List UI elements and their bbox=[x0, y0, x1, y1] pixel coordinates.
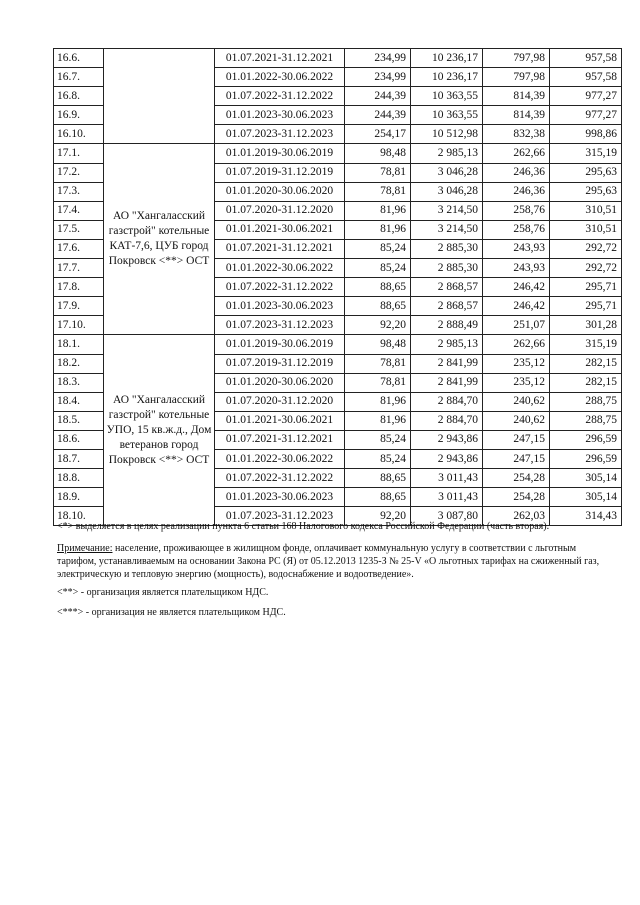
tariff-value-v1: 98,48 bbox=[345, 144, 411, 163]
tariff-period: 01.07.2020-31.12.2020 bbox=[215, 392, 345, 411]
tariff-value-v4: 295,63 bbox=[550, 163, 622, 182]
organization-name: АО "Хангаласский газстрой" котельные УПО, 15 кв.ж.д., Дом ветеранов город Покровск <**> ОСТ bbox=[104, 335, 215, 526]
row-number: 17.1. bbox=[54, 144, 104, 163]
row-number: 16.7. bbox=[54, 68, 104, 87]
tariff-period: 01.01.2021-30.06.2021 bbox=[215, 411, 345, 430]
tariff-period: 01.07.2022-31.12.2022 bbox=[215, 469, 345, 488]
tariff-period: 01.07.2022-31.12.2022 bbox=[215, 87, 345, 106]
tariff-period: 01.07.2023-31.12.2023 bbox=[215, 125, 345, 144]
tariff-value-v2: 2 888,49 bbox=[411, 316, 483, 335]
tariff-value-v2: 10 363,55 bbox=[411, 87, 483, 106]
tariff-value-v3: 797,98 bbox=[483, 49, 550, 68]
tariff-value-v3: 254,28 bbox=[483, 488, 550, 507]
tariff-period: 01.01.2020-30.06.2020 bbox=[215, 373, 345, 392]
tariff-value-v2: 10 363,55 bbox=[411, 106, 483, 125]
tariff-period: 01.01.2019-30.06.2019 bbox=[215, 335, 345, 354]
tariff-period: 01.07.2023-31.12.2023 bbox=[215, 316, 345, 335]
row-number: 18.5. bbox=[54, 411, 104, 430]
row-number: 16.8. bbox=[54, 87, 104, 106]
tariff-value-v3: 246,42 bbox=[483, 297, 550, 316]
tariff-value-v1: 92,20 bbox=[345, 316, 411, 335]
tariff-value-v4: 315,19 bbox=[550, 335, 622, 354]
tariff-value-v4: 288,75 bbox=[550, 411, 622, 430]
tariff-value-v4: 977,27 bbox=[550, 106, 622, 125]
row-number: 16.9. bbox=[54, 106, 104, 125]
tariff-period: 01.07.2021-31.12.2021 bbox=[215, 430, 345, 449]
tariff-period: 01.07.2022-31.12.2022 bbox=[215, 278, 345, 297]
tariff-value-v1: 78,81 bbox=[345, 182, 411, 201]
tariff-value-v2: 2 885,30 bbox=[411, 239, 483, 258]
row-number: 17.7. bbox=[54, 259, 104, 278]
tariff-value-v1: 81,96 bbox=[345, 411, 411, 430]
tariff-value-v2: 3 011,43 bbox=[411, 488, 483, 507]
tariff-value-v4: 998,86 bbox=[550, 125, 622, 144]
tariff-value-v1: 244,39 bbox=[345, 87, 411, 106]
tariff-value-v4: 305,14 bbox=[550, 488, 622, 507]
tariff-value-v1: 78,81 bbox=[345, 354, 411, 373]
tariff-value-v3: 240,62 bbox=[483, 392, 550, 411]
row-number: 17.8. bbox=[54, 278, 104, 297]
tariff-period: 01.01.2023-30.06.2023 bbox=[215, 297, 345, 316]
tariff-period: 01.01.2022-30.06.2022 bbox=[215, 259, 345, 278]
table-row bbox=[54, 144, 622, 163]
tariff-value-v3: 240,62 bbox=[483, 411, 550, 430]
organization-name bbox=[104, 49, 215, 144]
tariff-value-v3: 251,07 bbox=[483, 316, 550, 335]
tariff-period: 01.07.2021-31.12.2021 bbox=[215, 49, 345, 68]
tariff-value-v2: 2 985,13 bbox=[411, 335, 483, 354]
tariff-value-v3: 246,42 bbox=[483, 278, 550, 297]
tariff-value-v3: 235,12 bbox=[483, 354, 550, 373]
tariff-value-v2: 2 884,70 bbox=[411, 392, 483, 411]
row-number: 18.4. bbox=[54, 392, 104, 411]
tariff-value-v4: 288,75 bbox=[550, 392, 622, 411]
footnote-vat-payer bbox=[57, 586, 617, 599]
remark-text: население, проживающее в жилищном фонде, оплачивает коммунальную услугу в соответствии с льготным тарифом, устанавливаемым на основании Закона РС (Я) от 05.12.2013 1235-З № 25-V «О льготных тарифах на сжиженный газ, электрическую и тепловую энергию (мощность), водоснабжение и водоотведение». bbox=[57, 543, 600, 580]
tariff-value-v2: 2 885,30 bbox=[411, 259, 483, 278]
footnote-text: <***> - организация не является плательщиком НДС. bbox=[57, 607, 286, 618]
tariff-value-v2: 10 236,17 bbox=[411, 68, 483, 87]
tariff-value-v4: 957,58 bbox=[550, 49, 622, 68]
tariff-value-v1: 85,24 bbox=[345, 239, 411, 258]
tariff-value-v2: 3 214,50 bbox=[411, 220, 483, 239]
row-number: 18.2. bbox=[54, 354, 104, 373]
tariff-value-v2: 2 868,57 bbox=[411, 278, 483, 297]
tariff-value-v1: 85,24 bbox=[345, 449, 411, 468]
tariff-value-v3: 235,12 bbox=[483, 373, 550, 392]
tariff-value-v4: 282,15 bbox=[550, 373, 622, 392]
tariff-value-v1: 85,24 bbox=[345, 259, 411, 278]
tariff-value-v1: 88,65 bbox=[345, 278, 411, 297]
tariff-value-v3: 246,36 bbox=[483, 163, 550, 182]
tariff-value-v3: 258,76 bbox=[483, 220, 550, 239]
tariff-value-v4: 292,72 bbox=[550, 259, 622, 278]
tariff-value-v3: 814,39 bbox=[483, 87, 550, 106]
tariff-value-v2: 3 046,28 bbox=[411, 163, 483, 182]
tariff-period: 01.01.2019-30.06.2019 bbox=[215, 144, 345, 163]
tariff-value-v2: 10 236,17 bbox=[411, 49, 483, 68]
tariff-value-v1: 98,48 bbox=[345, 335, 411, 354]
row-number: 16.6. bbox=[54, 49, 104, 68]
tariff-value-v2: 3 046,28 bbox=[411, 182, 483, 201]
remark-label: Примечание: bbox=[57, 543, 113, 554]
tariff-period: 01.07.2021-31.12.2021 bbox=[215, 239, 345, 258]
tariff-value-v1: 85,24 bbox=[345, 430, 411, 449]
tariff-value-v4: 282,15 bbox=[550, 354, 622, 373]
table-row bbox=[54, 335, 622, 354]
tariff-value-v4: 292,72 bbox=[550, 239, 622, 258]
tariff-value-v1: 88,65 bbox=[345, 297, 411, 316]
tariff-value-v1: 78,81 bbox=[345, 163, 411, 182]
tariff-value-v4: 305,14 bbox=[550, 469, 622, 488]
tariff-period: 01.01.2021-30.06.2021 bbox=[215, 220, 345, 239]
row-number: 16.10. bbox=[54, 125, 104, 144]
tariff-value-v4: 301,28 bbox=[550, 316, 622, 335]
tariff-value-v1: 234,99 bbox=[345, 68, 411, 87]
tariff-value-v4: 315,19 bbox=[550, 144, 622, 163]
tariff-value-v2: 2 884,70 bbox=[411, 411, 483, 430]
tariff-value-v1: 81,96 bbox=[345, 392, 411, 411]
tariff-value-v2: 2 868,57 bbox=[411, 297, 483, 316]
tariff-value-v2: 2 841,99 bbox=[411, 373, 483, 392]
tariff-value-v3: 797,98 bbox=[483, 68, 550, 87]
row-number: 17.10. bbox=[54, 316, 104, 335]
tariff-value-v1: 78,81 bbox=[345, 373, 411, 392]
tariff-value-v4: 977,27 bbox=[550, 87, 622, 106]
tariff-period: 01.01.2023-30.06.2023 bbox=[215, 488, 345, 507]
tariff-value-v4: 957,58 bbox=[550, 68, 622, 87]
tariff-period: 01.01.2022-30.06.2022 bbox=[215, 449, 345, 468]
tariff-value-v1: 244,39 bbox=[345, 106, 411, 125]
tariff-period: 01.07.2019-31.12.2019 bbox=[215, 354, 345, 373]
tariff-value-v4: 295,71 bbox=[550, 278, 622, 297]
row-number: 17.5. bbox=[54, 220, 104, 239]
tariff-value-v1: 81,96 bbox=[345, 220, 411, 239]
table-row bbox=[54, 49, 622, 68]
tariff-value-v3: 262,03 bbox=[483, 507, 550, 526]
tariff-value-v3: 814,39 bbox=[483, 106, 550, 125]
footnote-vat-article bbox=[57, 520, 617, 533]
tariff-table bbox=[53, 48, 622, 526]
row-number: 17.9. bbox=[54, 297, 104, 316]
tariff-period: 01.07.2019-31.12.2019 bbox=[215, 163, 345, 182]
row-number: 18.7. bbox=[54, 449, 104, 468]
row-number: 17.4. bbox=[54, 201, 104, 220]
tariff-period: 01.01.2022-30.06.2022 bbox=[215, 68, 345, 87]
tariff-value-v4: 296,59 bbox=[550, 430, 622, 449]
tariff-value-v1: 254,17 bbox=[345, 125, 411, 144]
footnote-text: <**> - организация является плательщиком НДС. bbox=[57, 587, 269, 598]
tariff-value-v4: 296,59 bbox=[550, 449, 622, 468]
tariff-value-v3: 247,15 bbox=[483, 430, 550, 449]
tariff-value-v4: 310,51 bbox=[550, 201, 622, 220]
tariff-value-v4: 295,63 bbox=[550, 182, 622, 201]
row-number: 18.9. bbox=[54, 488, 104, 507]
tariff-value-v2: 2 943,86 bbox=[411, 449, 483, 468]
footnote-remark bbox=[57, 542, 617, 581]
tariff-value-v4: 314,43 bbox=[550, 507, 622, 526]
tariff-value-v2: 2 841,99 bbox=[411, 354, 483, 373]
tariff-value-v1: 88,65 bbox=[345, 469, 411, 488]
tariff-value-v2: 2 943,86 bbox=[411, 430, 483, 449]
tariff-value-v3: 254,28 bbox=[483, 469, 550, 488]
tariff-value-v1: 88,65 bbox=[345, 488, 411, 507]
row-number: 18.1. bbox=[54, 335, 104, 354]
tariff-value-v3: 247,15 bbox=[483, 449, 550, 468]
tariff-value-v3: 246,36 bbox=[483, 182, 550, 201]
tariff-value-v2: 3 214,50 bbox=[411, 201, 483, 220]
footnote-text: <*> выделяется в целях реализации пункта 6 статьи 168 Налогового кодекса Российской Федерации (часть вторая). bbox=[57, 521, 550, 532]
row-number: 18.6. bbox=[54, 430, 104, 449]
tariff-value-v1: 81,96 bbox=[345, 201, 411, 220]
footnote-non-vat-payer bbox=[57, 606, 617, 619]
tariff-value-v1: 234,99 bbox=[345, 49, 411, 68]
tariff-value-v3: 262,66 bbox=[483, 144, 550, 163]
tariff-value-v1: 92,20 bbox=[345, 507, 411, 526]
tariff-value-v4: 295,71 bbox=[550, 297, 622, 316]
tariff-value-v2: 3 011,43 bbox=[411, 469, 483, 488]
tariff-period: 01.07.2020-31.12.2020 bbox=[215, 201, 345, 220]
tariff-value-v4: 310,51 bbox=[550, 220, 622, 239]
tariff-value-v2: 3 087,80 bbox=[411, 507, 483, 526]
row-number: 17.3. bbox=[54, 182, 104, 201]
organization-name: АО "Хангаласский газстрой" котельные КАТ-7,6, ЦУБ город Покровск <**> ОСТ bbox=[104, 144, 215, 335]
row-number: 18.8. bbox=[54, 469, 104, 488]
row-number: 17.6. bbox=[54, 239, 104, 258]
tariff-value-v3: 262,66 bbox=[483, 335, 550, 354]
row-number: 18.10. bbox=[54, 507, 104, 526]
row-number: 17.2. bbox=[54, 163, 104, 182]
tariff-value-v3: 243,93 bbox=[483, 239, 550, 258]
tariff-period: 01.01.2023-30.06.2023 bbox=[215, 106, 345, 125]
tariff-value-v2: 2 985,13 bbox=[411, 144, 483, 163]
tariff-value-v3: 832,38 bbox=[483, 125, 550, 144]
tariff-period: 01.07.2023-31.12.2023 bbox=[215, 507, 345, 526]
row-number: 18.3. bbox=[54, 373, 104, 392]
tariff-value-v3: 258,76 bbox=[483, 201, 550, 220]
tariff-value-v2: 10 512,98 bbox=[411, 125, 483, 144]
tariff-value-v3: 243,93 bbox=[483, 259, 550, 278]
tariff-period: 01.01.2020-30.06.2020 bbox=[215, 182, 345, 201]
